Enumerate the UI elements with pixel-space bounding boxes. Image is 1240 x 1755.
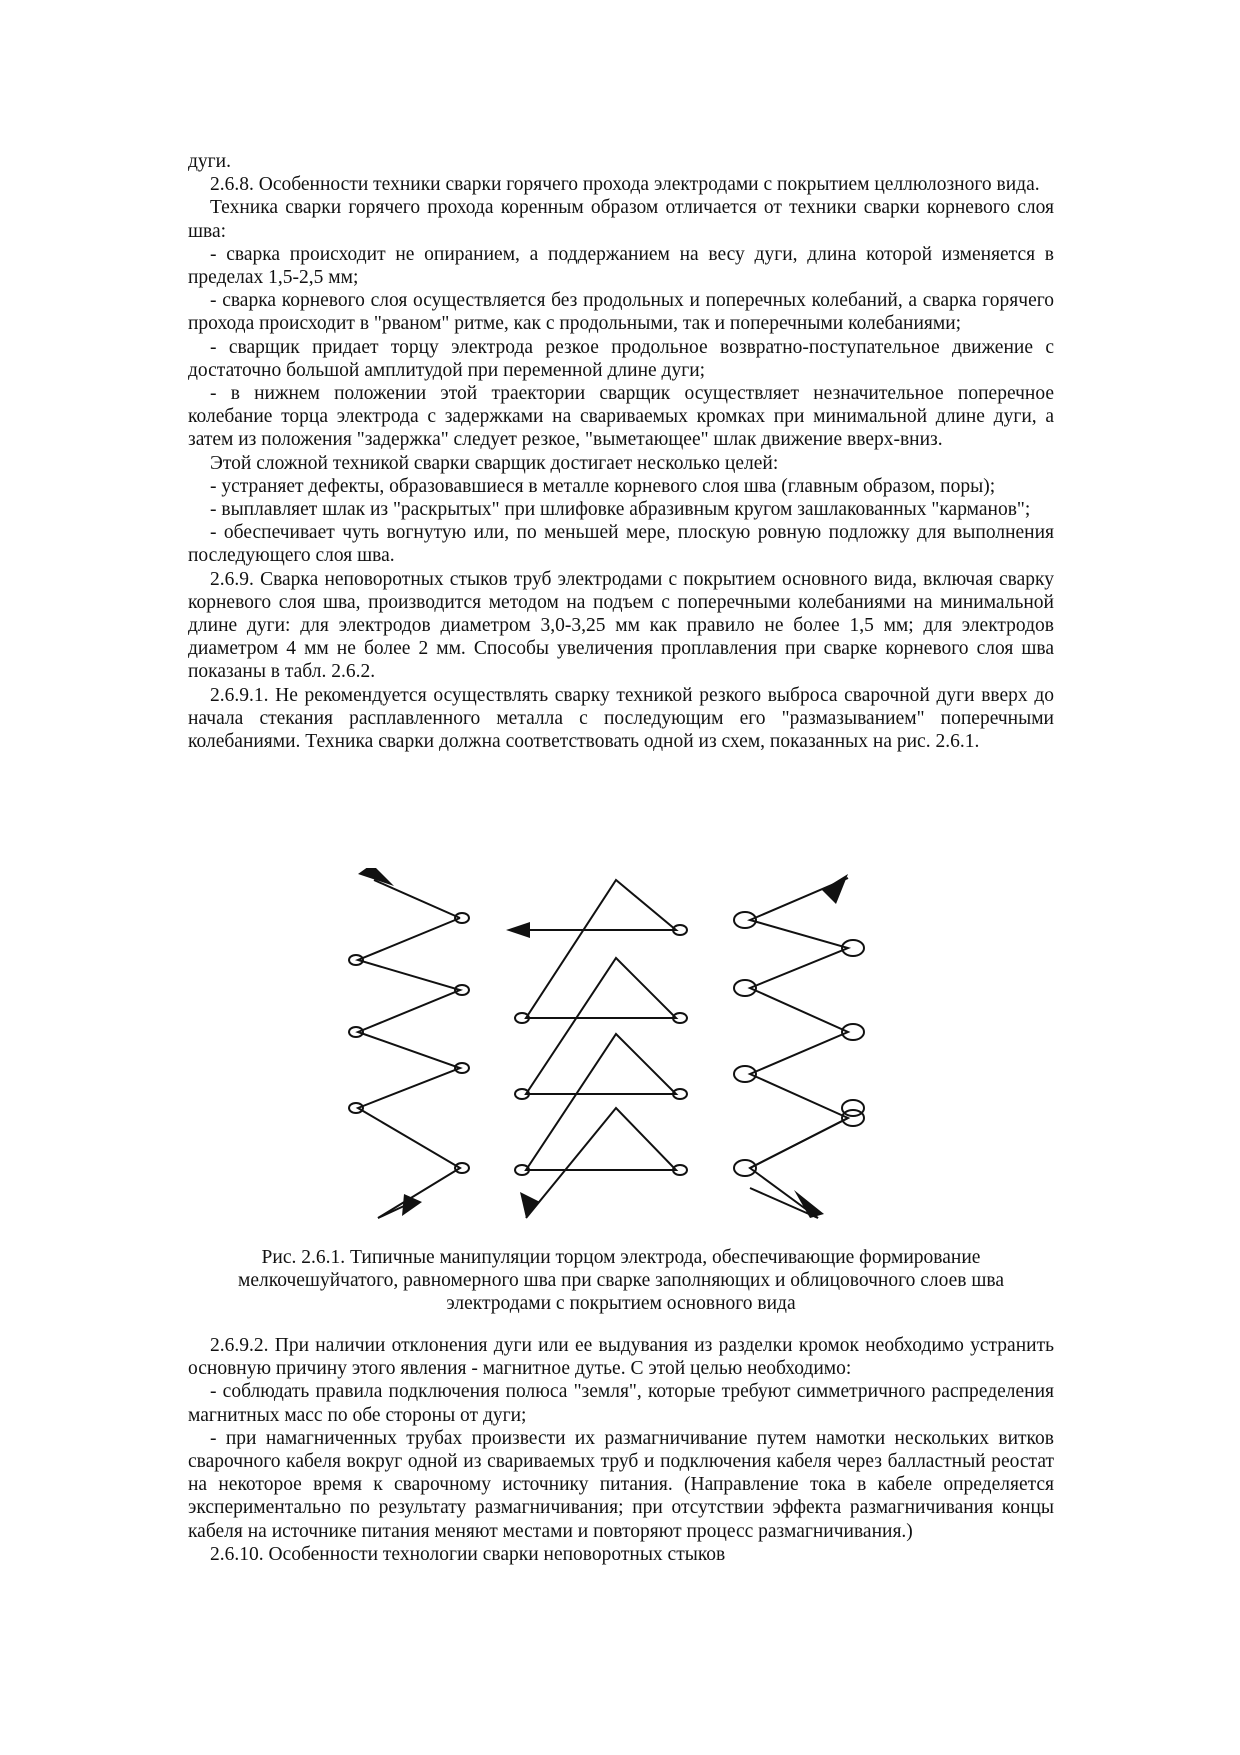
figure-electrode-manipulations (340, 868, 910, 1240)
paragraph: Техника сварки горячего прохода коренным образом отличается от техники сварки корневого слоя шва: (188, 197, 1054, 242)
list-item: - устраняет дефекты, образовавшиеся в металле корневого слоя шва (главным образом, поры); (210, 475, 996, 497)
scheme-zigzag (349, 868, 469, 1218)
list-item: - соблюдать правила подключения полюса "земля", которые требуют симметричного распределения магнитных масс по обе стороны от дуги; (188, 1381, 1054, 1426)
figure-diagram (340, 868, 910, 1240)
section-paragraph: 2.6.9.1. Не рекомендуется осуществлять сварку техникой резкого выброса сварочной дуги вверх до начала стекания расплавленного металла с последующим его "размазыванием" поперечными колебаниями. Техника сварки должна соответствовать одной из схем, показанных на рис. 2.6.1. (188, 684, 1054, 753)
list-item: - при намагниченных трубах произвести их размагничивание путем намотки нескольких витков сварочного кабеля вокруг одной из свариваемых труб и подключения кабеля через балластный реостат на некоторое время к сварочному источнику питания. (Направление тока в кабеле определяется экспериментально по результату размагничивания; при отсутствии эффекта размагничивания концы кабеля на источнике питания меняют местами и повторяют процесс размагничивания.) (188, 1427, 1054, 1542)
list-item: - обеспечивает чуть вогнутую или, по меньшей мере, плоскую ровную подложку для выполнения последующего слоя шва. (188, 522, 1054, 567)
section-heading: 2.6.8. Особенности техники сварки горячего прохода электродами с покрытием целлюлозного вида. (210, 174, 1040, 196)
section-paragraph: 2.6.9. Сварка неповоротных стыков труб электродами с покрытием основного вида, включая сварку корневого слоя шва, производится методом на подъем с поперечными колебаниями на минимальной длине дуги: для электродов диаметром 3,0-3,25 мм как правило не более 1,5 мм; для электродов диаметром 4 мм не более 2 мм. Способы увеличения проплавления при сварке корневого слоя шва показаны в табл. 2.6.2. (188, 568, 1054, 683)
paragraph: Этой сложной техникой сварки сварщик достигает несколько целей: (210, 452, 779, 474)
bottom-text-block (188, 1334, 1054, 1566)
section-heading: 2.6.10. Особенности технологии сварки неповоротных стыков (210, 1543, 726, 1565)
scheme-loops (734, 874, 864, 1218)
figure-caption: Рис. 2.6.1. Типичные манипуляции торцом электрода, обеспечивающие формирование мелкочешуйчатого, равномерного шва при сварке заполняющих и облицовочного слоев шва электродами с покрытием основного вида (238, 1247, 1004, 1315)
scheme-triangles (506, 880, 687, 1218)
top-text-block (188, 150, 1054, 753)
section-paragraph: 2.6.9.2. При наличии отклонения дуги или ее выдувания из разделки кромок необходимо устранить основную причину этого явления - магнитное дутье. С этой целью необходимо: (188, 1335, 1054, 1380)
list-item: - выплавляет шлак из "раскрытых" при шлифовке абразивным кругом зашлакованных "карманов"; (210, 499, 1031, 521)
paragraph: дуги. (188, 151, 231, 172)
list-item: - сварка происходит не опиранием, а поддержанием на весу дуги, длина которой изменяется в пределах 1,5-2,5 мм; (188, 243, 1054, 289)
list-item: - в нижнем положении этой траектории сварщик осуществляет незначительное поперечное колебание торца электрода с задержками на свариваемых кромках при минимальной длине дуги, а затем из положения "задержка" следует резкое, "выметающее" шлак движение вверх-вниз. (188, 383, 1054, 451)
list-item: - сварщик придает торцу электрода резкое продольное возвратно-поступательное движение с достаточно большой амплитудой при переменной длине дуги; (188, 336, 1054, 381)
list-item: - сварка корневого слоя осуществляется без продольных и поперечных колебаний, а сварка горячего прохода происходит в "рваном" ритме, как с продольными, так и поперечными колебаниями; (188, 290, 1054, 335)
